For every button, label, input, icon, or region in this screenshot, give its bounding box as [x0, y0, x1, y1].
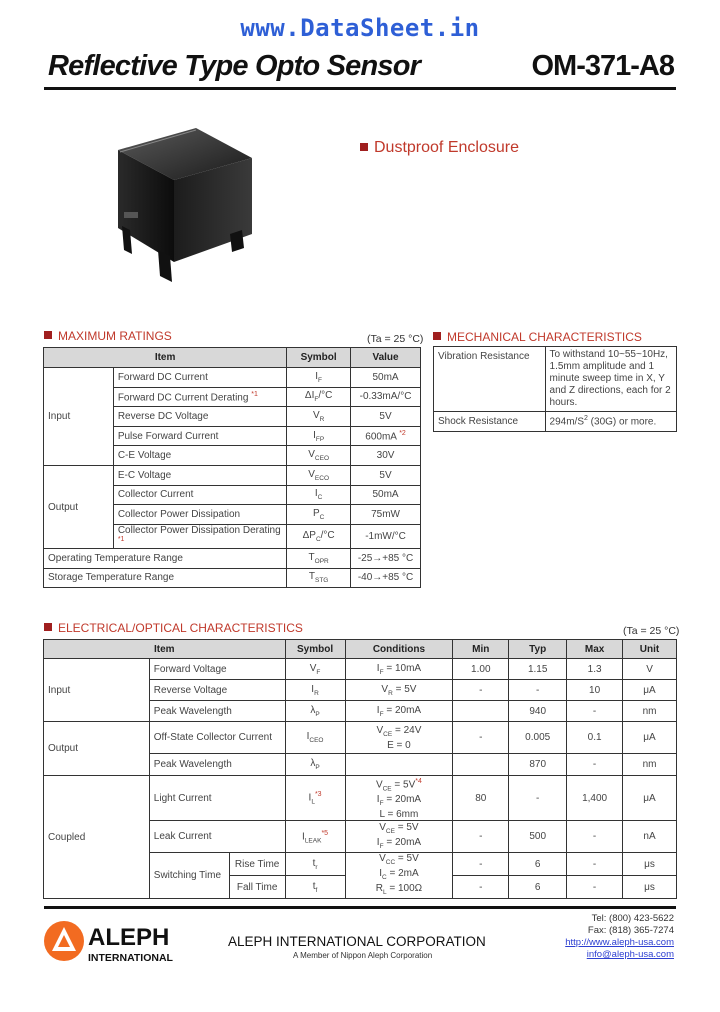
email-link[interactable]: info@aleph-usa.com — [586, 949, 674, 960]
product-photo — [100, 122, 270, 302]
fax: Fax: (818) 365-7274 — [587, 925, 674, 936]
electrical-ta: (Ta = 25 °C) — [623, 625, 680, 637]
table-row: Coupled Light Current $I_L^{*3}$ $V_{CE} = 5V^{*4}$ $I_F = 20mA$ L = 6mm 80 - 1,400 μA — [44, 776, 677, 821]
col-header-symbol: Symbol — [285, 640, 345, 659]
table-row: Fall Time $t_f$ - 6 - μs — [44, 876, 677, 899]
col-header-max: Max — [567, 640, 623, 659]
table-row: Collector Power Dissipation Derating $^{*1}$ $\Delta P_C/^\circ C$ -1mW/°C — [44, 524, 421, 548]
company-member: A Member of Nippon Aleph Corporation — [293, 951, 433, 960]
table-row: Input Forward DC Current $I_F$ 50mA — [44, 368, 421, 388]
feature-item — [360, 139, 519, 157]
table-row: Pulse Forward Current $I_{FP}$ 600mA $^{*2}$ — [44, 426, 421, 446]
table-row: Peak Wavelength $\lambda_P$ $I_F = 20mA$ 940 - nm — [44, 701, 677, 722]
website-link[interactable]: http://www.aleph-usa.com — [565, 937, 674, 948]
table-row: Storage Temperature Range $T_{STG}$ -40→+85 °C — [44, 568, 421, 588]
table-row: Shock Resistance $294m/S^2$ (30G) or more. — [434, 412, 677, 432]
bullet-icon — [44, 623, 52, 631]
mechanical-title: MECHANICAL CHARACTERISTICS — [433, 330, 642, 344]
table-row: Leak Current $I_{LEAK}^{*5}$ $V_{CE} = 5V$ $I_F = 20mA$ - 500 - nA — [44, 821, 677, 853]
watermark-url[interactable]: www.DataSheet.in — [240, 14, 480, 42]
group-input: Input — [44, 659, 150, 722]
col-header-typ: Typ — [509, 640, 567, 659]
table-row: Input Forward Voltage $V_F$ $I_F = 10mA$ 1.00 1.15 1.3 V — [44, 659, 677, 680]
group-output: Output — [44, 465, 114, 548]
col-header-value: Value — [351, 348, 421, 368]
table-row: Operating Temperature Range $T_{OPR}$ -25→+85 °C — [44, 549, 421, 569]
footer-rule — [44, 906, 676, 909]
group-input: Input — [44, 368, 114, 466]
max-ratings-table — [43, 347, 421, 588]
bullet-icon — [360, 143, 368, 151]
max-ratings-title: MAXIMUM RATINGS — [44, 329, 172, 343]
part-number: OM-371-A8 — [531, 50, 674, 82]
logo-wordmark: ALEPH — [88, 924, 170, 951]
group-output: Output — [44, 722, 150, 776]
col-header-unit: Unit — [623, 640, 677, 659]
table-row: Vibration Resistance To withstand 10~55~10Hz, 1.5mm amplitude and 1 minute sweep time in X, Y and Z directions, each for 2 hours. — [434, 347, 677, 412]
col-header-symbol: Symbol — [287, 348, 351, 368]
table-row: Forward DC Current Derating $^{*1}$ $\Delta I_F/^\circ C$ -0.33mA/°C — [44, 387, 421, 407]
col-header-item: Item — [44, 640, 286, 659]
feature-text: Dustproof Enclosure — [374, 139, 519, 156]
phone: Tel: (800) 423-5622 — [591, 913, 674, 924]
table-row: Reverse DC Voltage $V_R$ 5V — [44, 407, 421, 427]
col-header-min: Min — [453, 640, 509, 659]
table-row: Peak Wavelength $\lambda_P$ 870 - nm — [44, 754, 677, 776]
col-header-item: Item — [44, 348, 287, 368]
table-row: Switching Time Rise Time $t_r$ $V_{CC} = 5V$ $I_C = 2mA$ $R_L = 100\Omega$ - 6 - μs — [44, 853, 677, 876]
page-title: Reflective Type Opto Sensor — [48, 50, 421, 82]
aleph-logo — [42, 917, 182, 965]
header-rule — [44, 87, 676, 90]
electrical-table — [43, 639, 677, 899]
electrical-title: ELECTRICAL/OPTICAL CHARACTERISTICS — [44, 621, 303, 635]
max-ratings-ta: (Ta = 25 °C) — [367, 333, 424, 345]
table-row: Reverse Voltage $I_R$ $V_R = 5V$ - - 10 μA — [44, 680, 677, 701]
col-header-conditions: Conditions — [345, 640, 453, 659]
bullet-icon — [44, 331, 52, 339]
logo-subtext: INTERNATIONAL — [88, 952, 173, 964]
group-coupled: Coupled — [44, 776, 150, 899]
table-row: Output E-C Voltage $V_{ECO}$ 5V — [44, 465, 421, 485]
bullet-icon — [433, 332, 441, 340]
table-row: C-E Voltage $V_{CEO}$ 30V — [44, 446, 421, 466]
mechanical-table — [433, 346, 677, 432]
company-name: ALEPH INTERNATIONAL CORPORATION — [228, 934, 486, 949]
table-row: Collector Current $I_C$ 50mA — [44, 485, 421, 505]
table-row: Collector Power Dissipation $P_C$ 75mW — [44, 505, 421, 525]
table-row: Output Off-State Collector Current $I_{CEO}$ $V_{CE} = 24V$ E = 0 - 0.005 0.1 μA — [44, 722, 677, 754]
contact-block — [565, 913, 674, 961]
